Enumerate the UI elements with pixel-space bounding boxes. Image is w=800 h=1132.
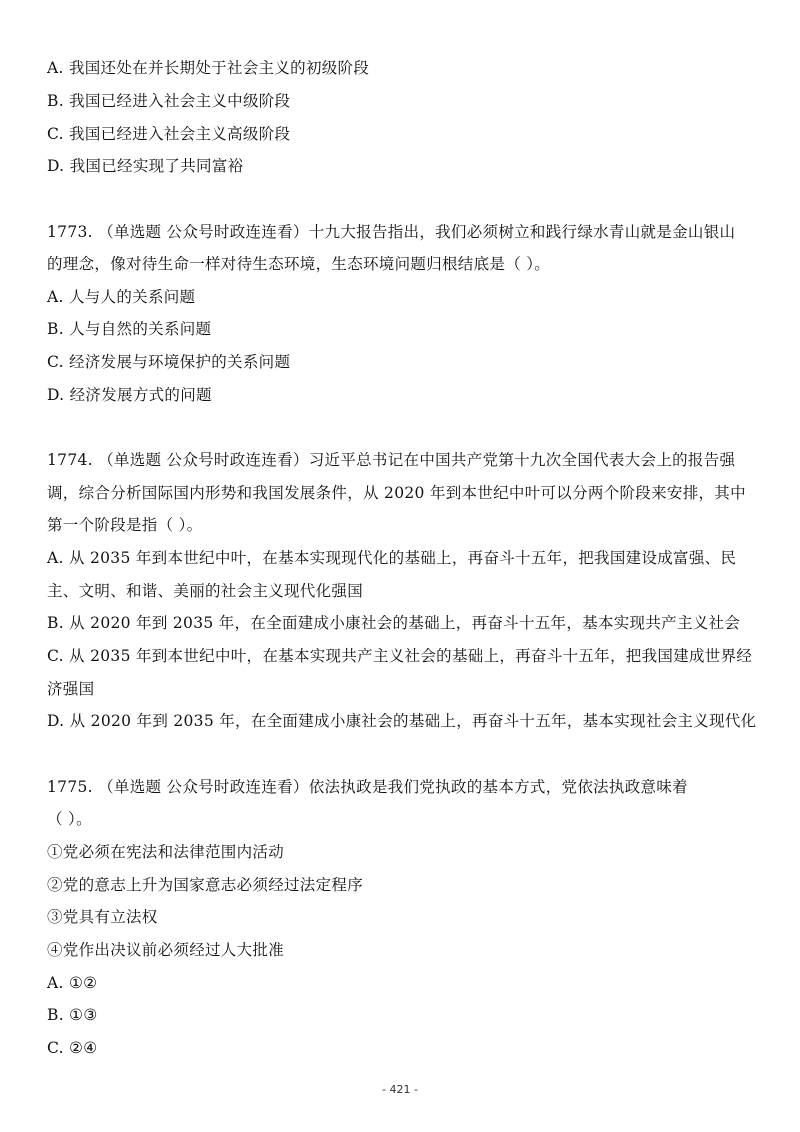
q1772-option-d: D. 我国已经实现了共同富裕 [47,157,244,175]
q1774-option-d: D. 从 2020 年到 2035 年，在全面建成小康社会的基础上，再奋斗十五年，基本实现社会主义现代化 [47,712,757,730]
q1772-option-b: B. 我国已经进入社会主义中级阶段 [47,92,291,110]
q1775-statement-2: ②党的意志上升为国家意志必须经过法定程序 [47,876,364,894]
q1774-option-a-line-1: A. 从 2035 年到本世纪中叶，在基本实现现代化的基础上，再奋斗十五年，把我国建设成富强、民 [47,549,737,567]
q1774-stem-line-3: 第一个阶段是指（ ）。 [47,516,203,534]
q1775-stem-line-1: 1775. （单选题 公众号时政连连看）依法执政是我们党执政的基本方式，党依法执政意味着 [47,778,688,796]
q1773-option-b: B. 人与自然的关系问题 [47,320,212,338]
q1773-stem-line-2: 的理念，像对待生命一样对待生态环境，生态环境问题归根结底是（ ）。 [47,255,551,273]
q1775-statement-4: ④党作出决议前必须经过人大批准 [47,941,285,959]
q1773-option-c: C. 经济发展与环境保护的关系问题 [47,353,291,371]
q1774-stem-line-2: 调，综合分析国际国内形势和我国发展条件，从 2020 年到本世纪中叶可以分两个阶段来安排，其中 [47,484,746,502]
q1773-option-d: D. 经济发展方式的问题 [47,386,212,404]
q1775-statement-1: ①党必须在宪法和法律范围内活动 [47,843,285,861]
q1774-option-b: B. 从 2020 年到 2035 年，在全面建成小康社会的基础上，再奋斗十五年，基本实现共产主义社会 [47,614,741,632]
q1775-option-c: C. ②④ [47,1039,98,1057]
q1775-statement-3: ③党具有立法权 [47,908,158,926]
q1774-stem-line-1: 1774. （单选题 公众号时政连连看）习近平总书记在中国共产党第十九次全国代表大会上的报告强 [47,451,736,469]
q1772-option-a: A. 我国还处在并长期处于社会主义的初级阶段 [47,59,370,77]
q1772-option-c: C. 我国已经进入社会主义高级阶段 [47,125,291,143]
q1775-option-b: B. ①③ [47,1006,98,1024]
q1775-option-a: A. ①② [47,974,98,992]
q1773-option-a: A. 人与人的关系问题 [47,288,196,306]
q1774-option-c-line-2: 济强国 [47,680,95,698]
page-number: - 421 - [382,1083,418,1096]
q1775-stem-line-2: （ ）。 [47,810,92,828]
q1773-stem-line-1: 1773. （单选题 公众号时政连连看）十九大报告指出，我们必须树立和践行绿水青山就是金山银山 [47,223,736,241]
q1774-option-a-line-2: 主、文明、和谐、美丽的社会主义现代化强国 [47,582,364,600]
q1774-option-c-line-1: C. 从 2035 年到本世纪中叶，在基本实现共产主义社会的基础上，再奋斗十五年，把我国建成世界经 [47,647,753,665]
